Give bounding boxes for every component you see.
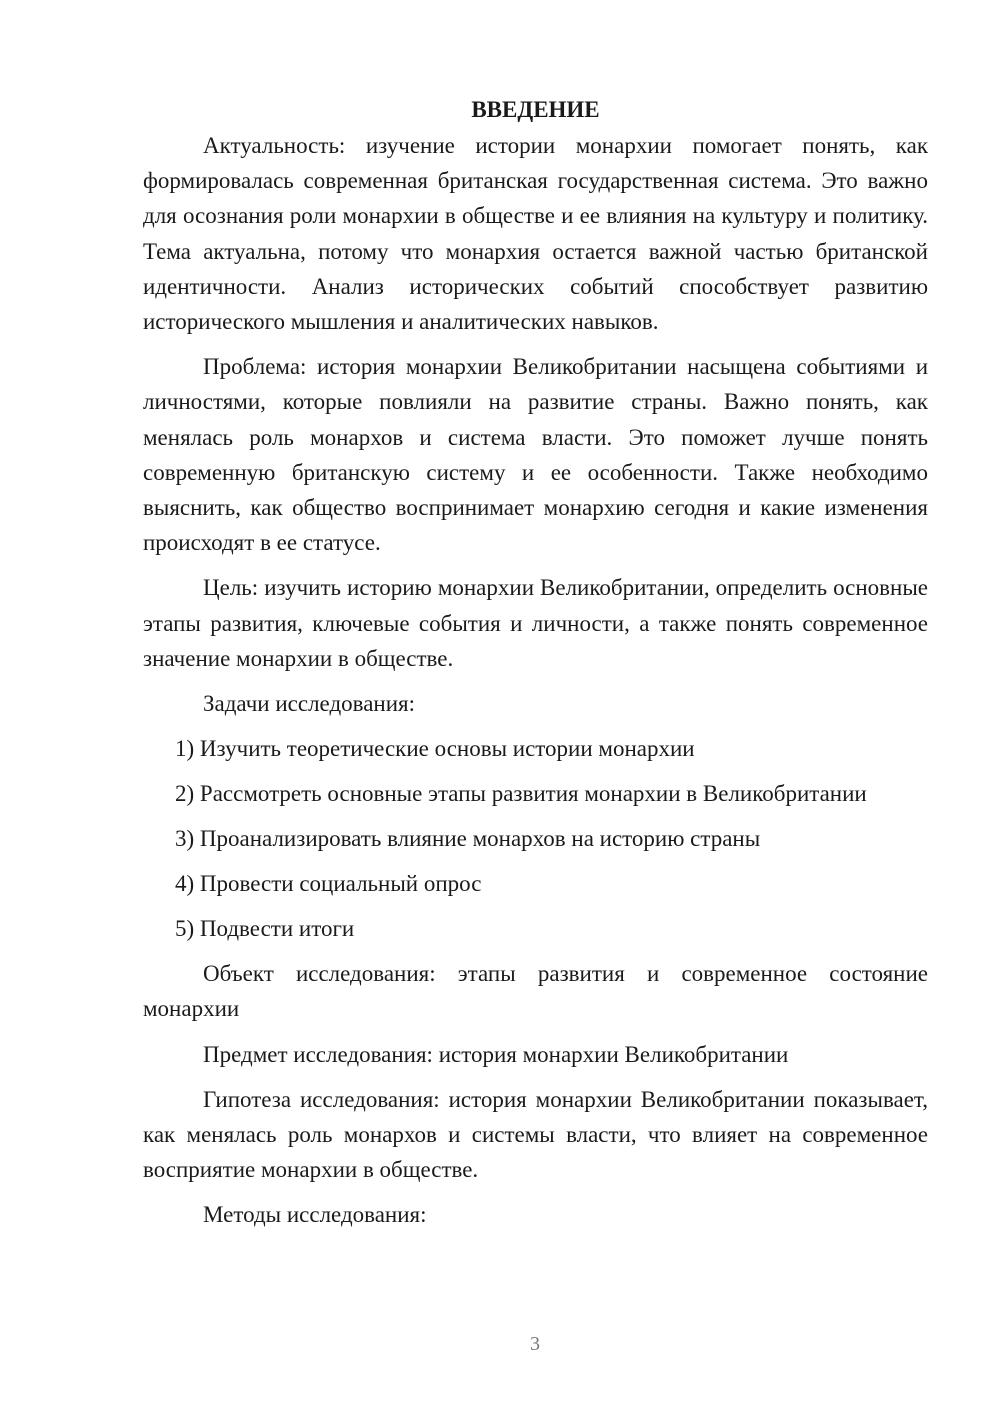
- list-item: 2) Рассмотреть основные этапы развития монархии в Великобритании: [175, 781, 867, 807]
- page-number: 3: [530, 1333, 540, 1355]
- paragraph-hypothesis: Гипотеза исследования: история монархии Великобритании показывает, как менялась роль монархов и системы власти, что влияет на современное восприятие монархии в обществе.: [143, 1086, 928, 1183]
- tasks-heading: Задачи исследования:: [203, 691, 416, 717]
- list-item: 3) Проанализировать влияние монархов на историю страны: [175, 826, 761, 852]
- section-title: ВВЕДЕНИЕ: [471, 97, 600, 122]
- list-item: 5) Подвести итоги: [175, 916, 355, 942]
- methods-heading: Методы исследования:: [203, 1202, 427, 1228]
- tasks-list: [143, 731, 928, 946]
- paragraph-subject: Предмет исследования: история монархии Великобритании: [203, 1041, 789, 1067]
- list-item: 1) Изучить теоретические основы истории монархии: [175, 736, 695, 762]
- list-item: 4) Провести социальный опрос: [175, 871, 482, 897]
- paragraph-object: Объект исследования: этапы развития и современное состояние монархии: [143, 961, 928, 1022]
- paragraph-problem: Проблема: история монархии Великобритании насыщена событиями и личностями, которые повлияли на развитие страны. Важно понять, как менялась роль монархов и система власти. Это поможет лучше понять современную британскую систему и ее особенности. Также необходимо выяснить, как общество воспринимает монархию сегодня и какие изменения происходят в ее статусе.: [143, 354, 928, 556]
- page-content: [143, 92, 928, 1233]
- paragraph-goal: Цель: изучить историю монархии Великобритании, определить основные этапы развития, ключевые события и личности, а также понять современное значение монархии в обществе.: [143, 575, 928, 671]
- paragraph-relevance: Актуальность: изучение истории монархии помогает понять, как формировалась современная британская государственная система. Это важно для осознания роли монархии в обществе и ее влияния на культуру и политику. Тема актуальна, потому что монархия остается важной частью британской идентичности. Анализ исторических событий способствует развитию исторического мышления и аналитических навыков.: [143, 133, 928, 335]
